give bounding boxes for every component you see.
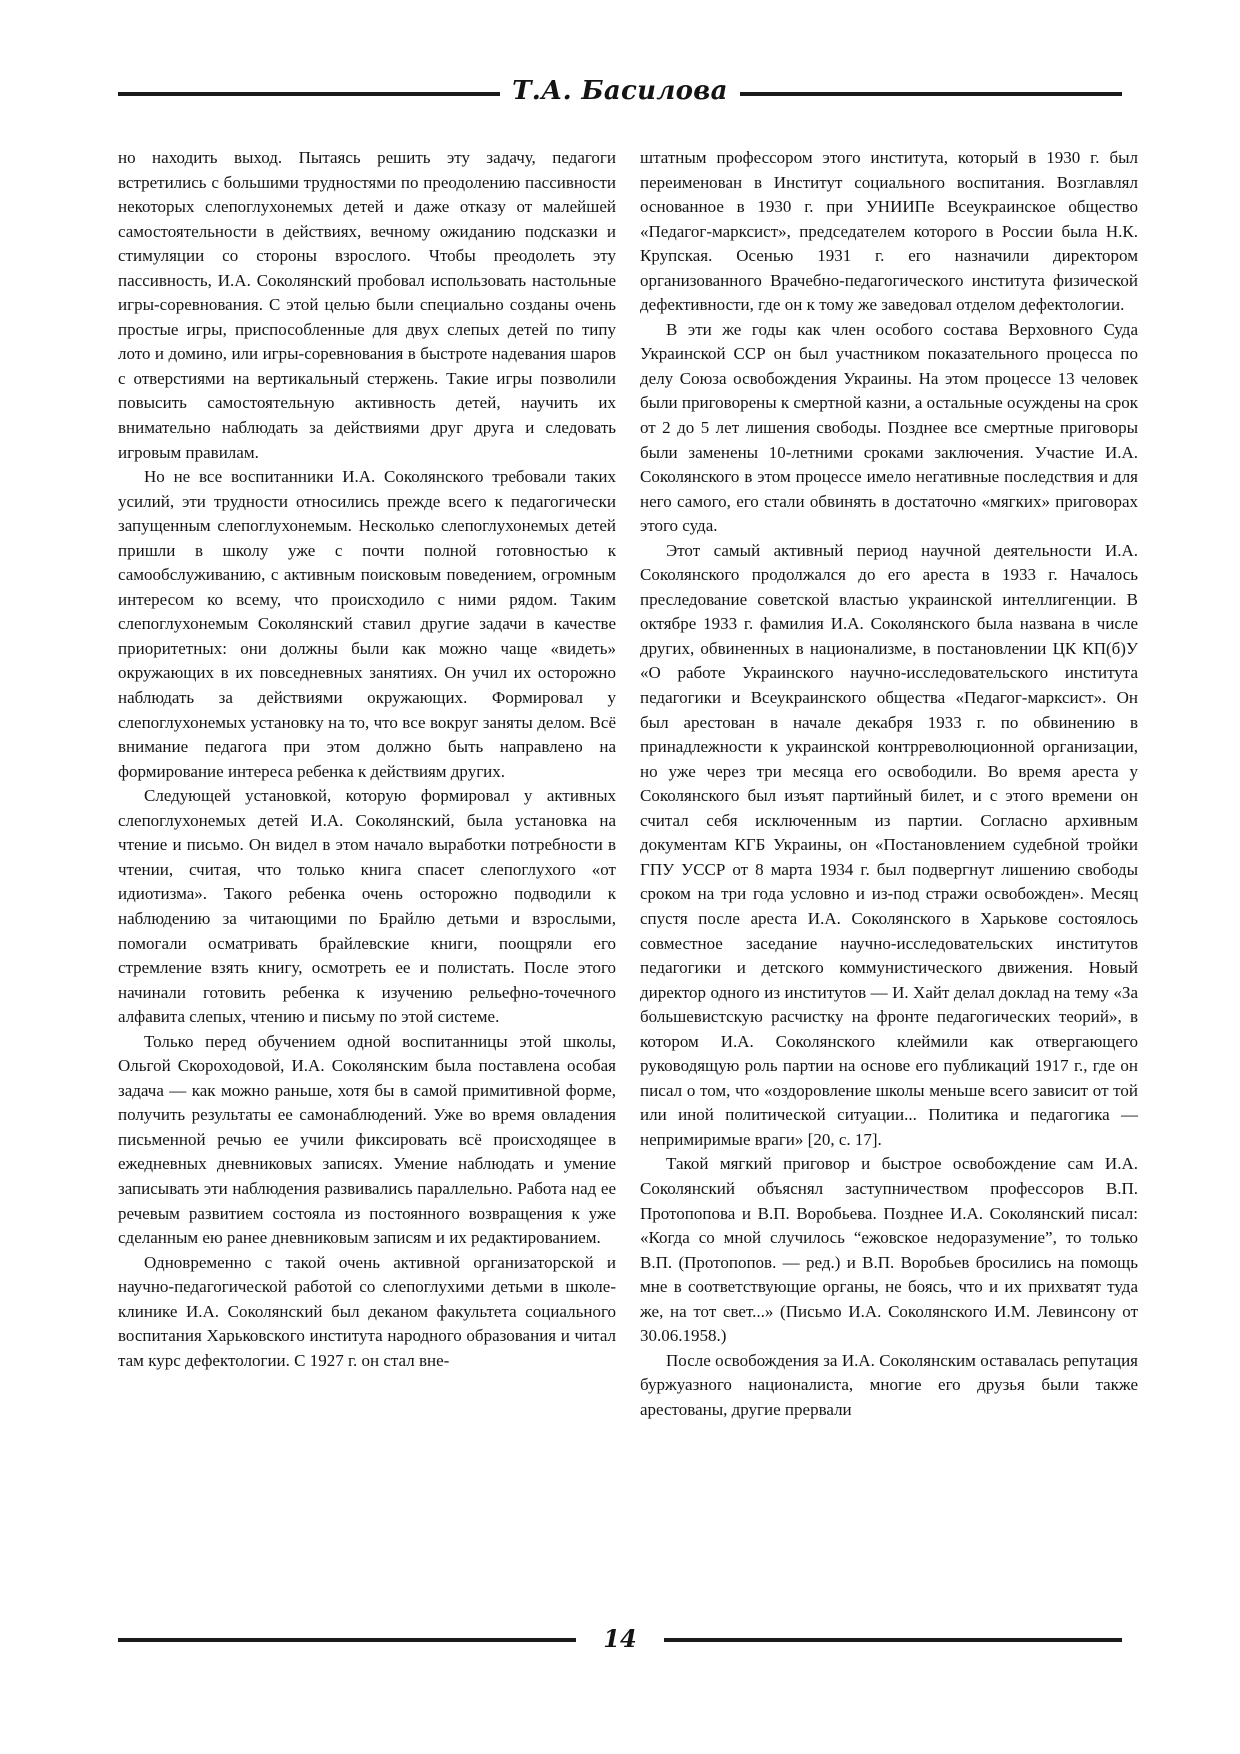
right-column xyxy=(640,146,1138,1422)
running-header xyxy=(0,74,1240,108)
page-number: 14 xyxy=(603,1624,637,1653)
right-paragraph-2: В эти же годы как член особого состава Верховного Суда Украинской ССР он был участником показательного процесса по делу Союза освобождения Украины. На этом процессе 13 человек были приговорены к смертной казни, а остальные осуждены на срок от 2 до 5 лет лишения свободы. Позднее все смертные приговоры были заменены 10-летними сроками заключения. Участие И.А. Соколянского в этом процессе имело негативные последствия и для него самого, его стали обвинять в достаточно «мягких» приговорах этого суда. xyxy=(640,319,1138,536)
left-paragraph-3: Следующей установкой, которую формировал у активных слепоглухонемых детей И.А. Соколянский, была установка на чтение и письмо. Он видел в этом начало выработки потребности в чтении, считая, что только книга спасет слепоглухого «от идиотизма». Такого ребенка очень осторожно подводили к наблюдению за читающими по Брайлю детьми и взрослыми, помогали осматривать брайлевские книги, поощряли его стремление взять книгу, осмотреть ее и полистать. После этого начинали готовить ребенка к изучению рельефно-точечного алфавита слепых, чтению и письму по этой системе. xyxy=(118,786,616,1027)
right-paragraph-4: Такой мягкий приговор и быстрое освобождение сам И.А. Соколянский объяснял заступничеством профессоров В.П. Протопопова и В.П. Воробьева. Позднее И.А. Соколянский писал: «Когда со мной случилось “ежовское недоразумение”, то только В.П. (Протопопов. — ред.) и В.П. Воробьев бросились на помощь мне в соответствующие органы, не боясь, что и их прихватят туда же, на тот свет...» (Письмо И.А. Соколянского И.М. Левинсону от 30.06.1958.) xyxy=(640,1154,1138,1346)
left-paragraph-4: Только перед обучением одной воспитанницы этой школы, Ольгой Скороходовой, И.А. Соколянским была поставлена особая задача — как можно раньше, хотя бы в самой примитивной форме, получить результаты ее самонаблюдений. Уже во время овладения письменной речью ее учили фиксировать всё происходящее в ежедневных дневниковых записях. Умение наблюдать и умение записывать эти наблюдения развивались параллельно. Работа над ее речевым развитием состояла из постоянного возвращения к уже сделанным ею ранее дневниковым записям и их редактированием. xyxy=(118,1031,616,1248)
left-column xyxy=(118,146,616,1373)
right-paragraph-3: Этот самый активный период научной деятельности И.А. Соколянского продолжался до его ареста в 1933 г. Началось преследование советской властью украинской интеллигенции. В октябре 1933 г. фамилия И.А. Соколянского была названа в числе других, обвиненных в национализме, в постановлении ЦК КП(б)У «О работе Украинского научно-исследовательского института педагогики и Всеукраинского общества «Педагог-марксист». Он был арестован в начале декабря 1933 г. по обвинению в принадлежности к украинской контрреволюционной организации, но уже через три месяца его освободили. Во время ареста у Соколянского был изъят партийный билет, и с этого времени он считал себя исключенным из партии. Согласно архивным документам КГБ Украины, он «Постановлением судебной тройки ГПУ УССР от 8 марта 1934 г. был подвергнут лишению свободы сроком на три года условно и из-под стражи освобожден». Месяц спустя после ареста И.А. Соколянского в Харькове состоялось совместное заседание научно-исследовательских институтов педагогики и детского коммунистического движения. Новый директор одного из институтов — И. Хайт делал доклад на тему «За большевистскую расчистку на фронте педагогических теорий», в котором И.А. Соколянского клеймили как отвергающего руководящую роль партии на основе его публикаций 1917 г., где он писал о том, что «оздоровление школы меньше всего зависит от той или иной политической ситуации... Политика и педагогика — непримиримые враги» [20, с. 17]. xyxy=(640,540,1138,1149)
right-paragraph-5: После освобождения за И.А. Соколянским оставалась репутация буржуазного националиста, многие его друзья были также арестованы, другие прервали xyxy=(640,1350,1138,1419)
left-paragraph-1: но находить выход. Пытаясь решить эту задачу, педагоги встретились с большими трудностями по преодолению пассивности некоторых слепоглухонемых детей и даже отказу от малейшей самостоятельности в действиях, вечному ожиданию подсказки и стимуляции со стороны взрослого. Чтобы преодолеть эту пассивность, И.А. Соколянский пробовал использовать настольные игры-соревнования. С этой целью были специально созданы очень простые игры, приспособленные для двух слепых детей по типу лото и домино, или игры-соревнования в быстроте надевания шаров с отверстиями на вертикальный стержень. Такие игры позволили повысить самостоятельную активность детей, научить их внимательно наблюдать за действиями друг друга и следовать игровым правилам. xyxy=(118,148,616,462)
left-paragraph-2: Но не все воспитанники И.А. Соколянского требовали таких усилий, эти трудности относились прежде всего к педагогически запущенным слепоглухонемым. Несколько слепоглухонемых детей пришли в школу уже с почти полной готовностью к самообслуживанию, с активным поисковым поведением, огромным интересом ко всему, что происходило с ними рядом. Таким слепоглухонемым Соколянский ставил другие задачи в качестве приоритетных: они должны были как можно чаще «видеть» окружающих в их повседневных занятиях. Он учил их осторожно наблюдать за действиями окружающих. Формировал у слепоглухонемых установку на то, что все вокруг заняты делом. Всё внимание педагога при этом должно быть направлено на формирование интереса ребенка к действиям других. xyxy=(118,467,616,781)
right-paragraph-1: штатным профессором этого института, который в 1930 г. был переименован в Институт социального воспитания. Возглавлял основанное в 1930 г. при УНИИПе Всеукраинское общество «Педагог-марксист», председателем которого в России была Н.К. Крупская. Осенью 1931 г. его назначили директором организованного Врачебно-педагогического института физической дефективности, где он к тому же заведовал отделом дефектологии. xyxy=(640,148,1138,315)
header-author: Т.А. Басилова xyxy=(500,76,740,106)
left-paragraph-5: Одновременно с такой очень активной организаторской и научно-педагогической работой со слепоглухими детьми в школе-клинике И.А. Соколянский был деканом факультета социального воспитания Харьковского института народного образования и читал там курс дефектологии. С 1927 г. он стал вне- xyxy=(118,1252,616,1370)
